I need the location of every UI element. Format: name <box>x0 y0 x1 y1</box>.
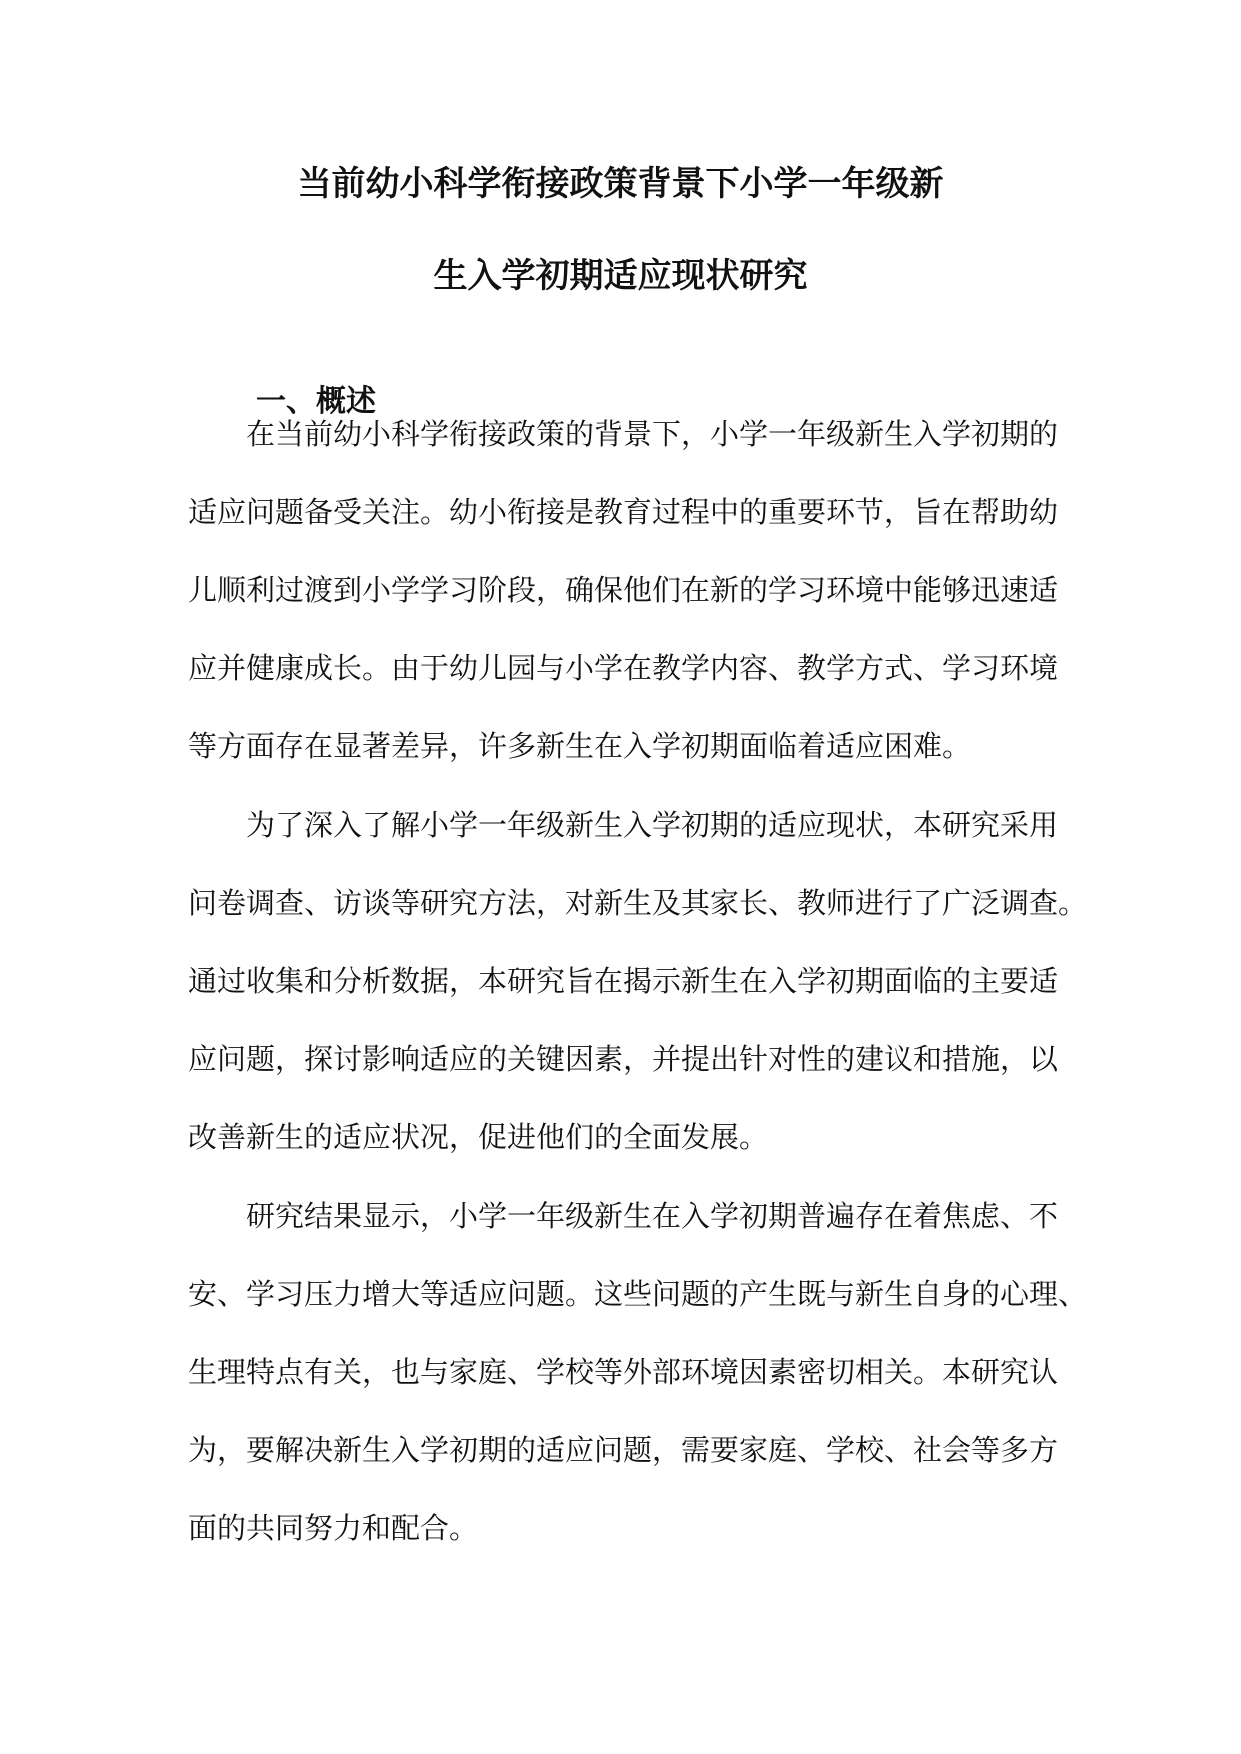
paragraph-line: 研究结果显示，小学一年级新生在入学初期普遍存在着焦虑、不 <box>246 1199 1059 1233</box>
paragraph-line: 应问题，探讨影响适应的关键因素，并提出针对性的建议和措施，以 <box>188 1042 1059 1076</box>
paragraph-line: 应并健康成长。由于幼儿园与小学在教学内容、教学方式、学习环境 <box>188 651 1059 685</box>
paragraph-line: 安、学习压力增大等适应问题。这些问题的产生既与新生自身的心理、 <box>188 1277 1088 1311</box>
paragraph-line: 在当前幼小科学衔接政策的背景下，小学一年级新生入学初期的 <box>246 417 1059 451</box>
paragraph-line: 面的共同努力和配合。 <box>188 1511 479 1545</box>
paragraph-line: 问卷调查、访谈等研究方法，对新生及其家长、教师进行了广泛调查。 <box>188 886 1088 920</box>
paragraph-line: 通过收集和分析数据，本研究旨在揭示新生在入学初期面临的主要适 <box>188 964 1059 998</box>
paragraph-line: 为了深入了解小学一年级新生入学初期的适应现状，本研究采用 <box>246 808 1059 842</box>
paragraph-line: 儿顺利过渡到小学学习阶段，确保他们在新的学习环境中能够迅速适 <box>188 573 1059 607</box>
section-heading: 一、概述 <box>256 384 376 419</box>
paragraph-line: 适应问题备受关注。幼小衔接是教育过程中的重要环节，旨在帮助幼 <box>188 495 1059 529</box>
paragraph-line: 为，要解决新生入学初期的适应问题，需要家庭、学校、社会等多方 <box>188 1433 1059 1467</box>
paragraph-line: 生理特点有关，也与家庭、学校等外部环境因素密切相关。本研究认 <box>188 1355 1059 1389</box>
document-title-line-1: 当前幼小科学衔接政策背景下小学一年级新 <box>297 164 944 204</box>
document-title-line-2: 生入学初期适应现状研究 <box>433 256 808 296</box>
paragraph-line: 改善新生的适应状况，促进他们的全面发展。 <box>188 1120 769 1154</box>
paragraph-line: 等方面存在显著差异，许多新生在入学初期面临着适应困难。 <box>188 729 972 763</box>
